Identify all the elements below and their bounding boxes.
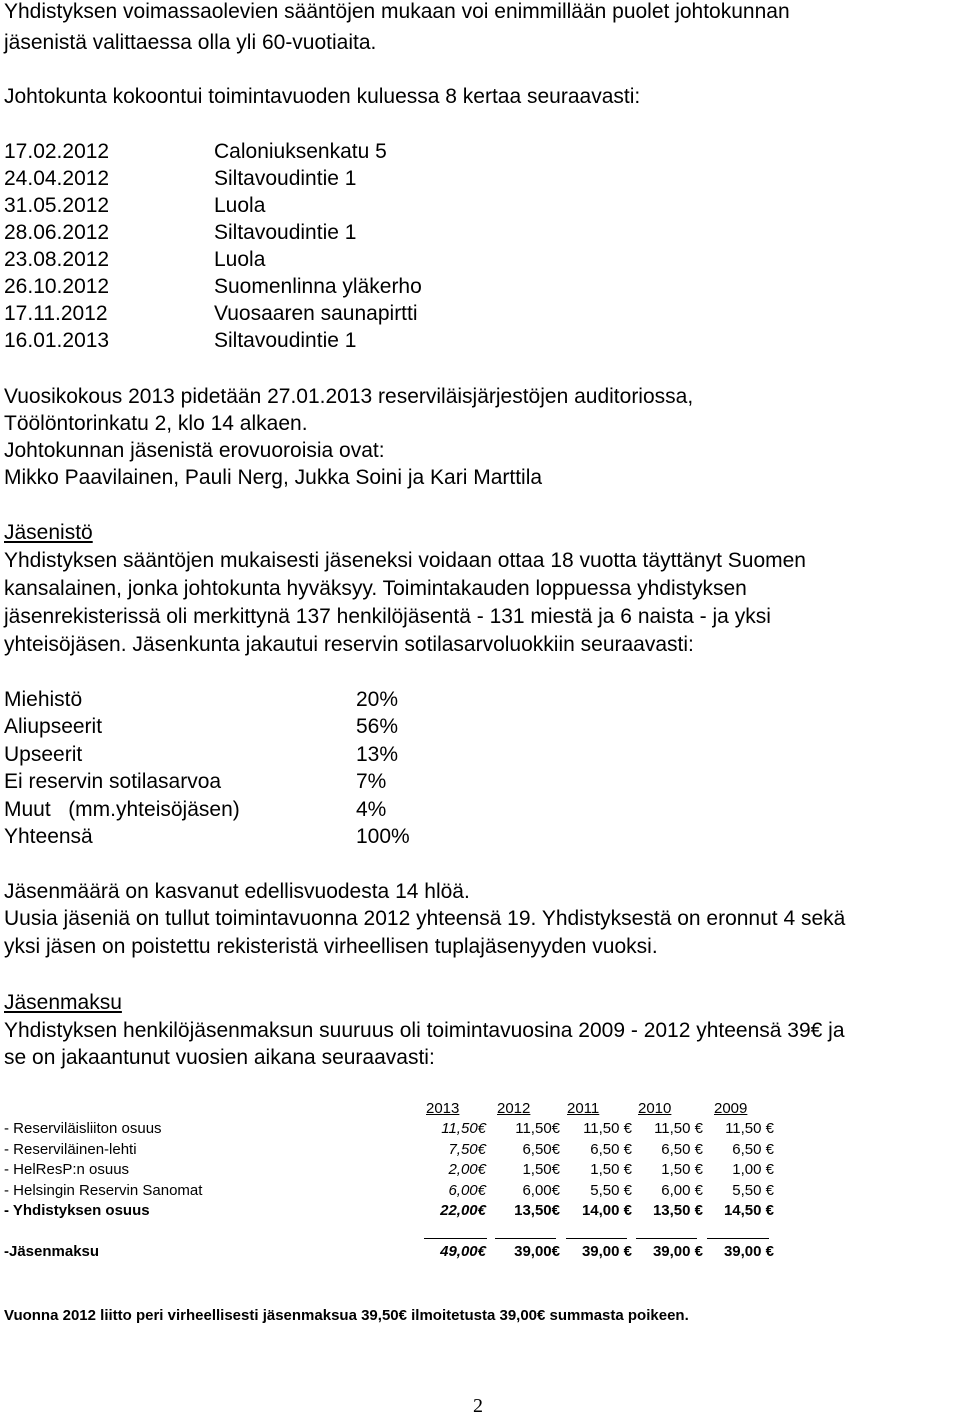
- fee-value: 5,50 €: [732, 1182, 774, 1199]
- fee-row-label: - Yhdistyksen osuus: [4, 1202, 150, 1219]
- fee-value: 11,50 €: [725, 1120, 774, 1137]
- meeting-place: Siltavoudintie 1: [214, 167, 357, 190]
- rank-value: 7%: [356, 770, 387, 793]
- growth-line-3: yksi jäsen on poistettu rekisteristä virheellisen tuplajäsenyyden vuoksi.: [4, 935, 658, 958]
- annual-meeting-line-2: Töölöntorinkatu 2, klo 14 alkaen.: [4, 412, 308, 435]
- year-header: 2010: [638, 1100, 672, 1117]
- fee-row-label: - HelResP:n osuus: [4, 1161, 130, 1178]
- intro-line-2: jäsenistä valittaessa olla yli 60-vuotiaita.: [4, 31, 377, 54]
- rank-label: Yhteensä: [4, 825, 93, 848]
- year-header: 2009: [714, 1100, 748, 1117]
- meeting-place: Caloniuksenkatu 5: [214, 140, 387, 163]
- meeting-place: Vuosaaren saunapirtti: [214, 302, 418, 325]
- fee-total-value: 39,00 €: [581, 1243, 632, 1260]
- fee-row-label: - Helsingin Reservin Sanomat: [4, 1182, 203, 1199]
- fee-value: 6,00€: [522, 1182, 560, 1199]
- fee-value: 13,50 €: [652, 1202, 703, 1219]
- rank-value: 13%: [356, 743, 399, 766]
- fee-line-1: Yhdistyksen henkilöjäsenmaksun suuruus oli toimintavuosina 2009 - 2012 yhteensä 39€ ja: [4, 1019, 845, 1042]
- fee-value: 2,00€: [448, 1161, 486, 1178]
- meeting-date: 26.10.2012: [4, 275, 110, 298]
- fee-value: 13,50€: [514, 1202, 560, 1219]
- rank-value: 4%: [356, 798, 387, 821]
- fee-total-value: 39,00€: [514, 1243, 560, 1260]
- meeting-date: 31.05.2012: [4, 194, 110, 217]
- fee-total-label: -Jäsenmaksu: [4, 1243, 100, 1260]
- fee-value: 5,50 €: [590, 1182, 632, 1199]
- annual-meeting-line-4: Mikko Paavilainen, Pauli Nerg, Jukka Soini ja Kari Marttila: [4, 466, 543, 489]
- fee-value: 6,50 €: [661, 1141, 703, 1158]
- meeting-date: 17.11.2012: [4, 302, 108, 325]
- meeting-place: Siltavoudintie 1: [214, 221, 357, 244]
- fee-total-value: 39,00 €: [723, 1243, 774, 1260]
- fee-line-2: se on jakaantunut vuosien aikana seuraavasti:: [4, 1046, 435, 1069]
- membership-heading: Jäsenistö: [4, 521, 93, 544]
- annual-meeting-line-3: Johtokunnan jäsenistä erovuoroisia ovat:: [4, 439, 385, 462]
- fee-total-value: 49,00€: [440, 1243, 486, 1260]
- growth-line-2: Uusia jäseniä on tullut toimintavuonna 2012 yhteensä 19. Yhdistyksestä on eronnut 4 sekä: [4, 907, 846, 930]
- meetings-heading: Johtokunta kokoontui toimintavuoden kuluessa 8 kertaa seuraavasti:: [4, 85, 641, 108]
- meeting-place: Siltavoudintie 1: [214, 329, 357, 352]
- fee-heading: Jäsenmaksu: [4, 991, 122, 1014]
- fee-value: 1,00 €: [732, 1161, 774, 1178]
- year-header: 2011: [567, 1100, 600, 1117]
- rank-value: 20%: [356, 688, 399, 711]
- fee-value: 6,50 €: [590, 1141, 632, 1158]
- fee-value: 11,50 €: [654, 1120, 703, 1137]
- meeting-place: Luola: [214, 248, 266, 271]
- fee-note: Vuonna 2012 liitto peri virheellisesti jäsenmaksua 39,50€ ilmoitetusta 39,00€ summasta poikeen.: [4, 1307, 689, 1324]
- membership-line-4: yhteisöjäsen. Jäsenkunta jakautui reservin sotilasarvoluokkiin seuraavasti:: [4, 633, 694, 656]
- rank-label: Upseerit: [4, 743, 83, 766]
- fee-value: 7,50€: [448, 1141, 486, 1158]
- meeting-place: Suomenlinna yläkerho: [214, 275, 422, 298]
- meeting-place: Luola: [214, 194, 266, 217]
- fee-value: 6,00 €: [661, 1182, 703, 1199]
- sum-rule: [707, 1238, 769, 1239]
- meeting-date: 28.06.2012: [4, 221, 110, 244]
- sum-rule: [495, 1238, 556, 1239]
- meeting-date: 16.01.2013: [4, 329, 110, 352]
- meeting-date: 24.04.2012: [4, 167, 110, 190]
- meeting-date: 17.02.2012: [4, 140, 110, 163]
- rank-label: Ei reservin sotilasarvoa: [4, 770, 222, 793]
- fee-value: 14,50 €: [723, 1202, 774, 1219]
- year-header: 2012: [497, 1100, 531, 1117]
- sum-rule: [424, 1238, 487, 1239]
- rank-label: Aliupseerit: [4, 715, 103, 738]
- fee-value: 22,00€: [440, 1202, 486, 1219]
- membership-line-1: Yhdistyksen sääntöjen mukaisesti jäseneksi voidaan ottaa 18 vuotta täyttänyt Suomen: [4, 549, 806, 572]
- annual-meeting-line-1: Vuosikokous 2013 pidetään 27.01.2013 reserviläisjärjestöjen auditoriossa,: [4, 385, 694, 408]
- fee-value: 14,00 €: [581, 1202, 632, 1219]
- intro-line-1: Yhdistyksen voimassaolevien sääntöjen mukaan voi enimmillään puolet johtokunnan: [4, 0, 790, 23]
- page-number: 2: [473, 1395, 483, 1417]
- meeting-date: 23.08.2012: [4, 248, 110, 271]
- fee-total-value: 39,00 €: [652, 1243, 703, 1260]
- rank-label: Muut (mm.yhteisöjäsen): [4, 798, 240, 821]
- year-header: 2013: [426, 1100, 460, 1117]
- fee-value: 1,50 €: [590, 1161, 632, 1178]
- sum-rule: [566, 1238, 627, 1239]
- fee-value: 6,00€: [448, 1182, 486, 1199]
- sum-rule: [636, 1238, 697, 1239]
- fee-value: 6,50€: [522, 1141, 560, 1158]
- fee-value: 6,50 €: [732, 1141, 774, 1158]
- fee-row-label: - Reserviläinen-lehti: [4, 1141, 137, 1158]
- growth-line-1: Jäsenmäärä on kasvanut edellisvuodesta 14 hlöä.: [4, 880, 470, 903]
- fee-value: 1,50€: [522, 1161, 560, 1178]
- rank-value: 56%: [356, 715, 399, 738]
- membership-line-2: kansalainen, jonka johtokunta hyväksyy. Toimintakauden loppuessa yhdistyksen: [4, 577, 747, 600]
- fee-value: 1,50 €: [661, 1161, 703, 1178]
- rank-label: Miehistö: [4, 688, 83, 711]
- fee-value: 11,50€: [515, 1120, 560, 1137]
- fee-row-label: - Reserviläisliiton osuus: [4, 1120, 162, 1137]
- fee-value: 11,50€: [441, 1120, 486, 1137]
- membership-line-3: jäsenrekisterissä oli merkittynä 137 henkilöjäsentä - 131 miestä ja 6 naista - ja yksi: [4, 605, 771, 628]
- rank-value: 100%: [356, 825, 410, 848]
- fee-value: 11,50 €: [583, 1120, 632, 1137]
